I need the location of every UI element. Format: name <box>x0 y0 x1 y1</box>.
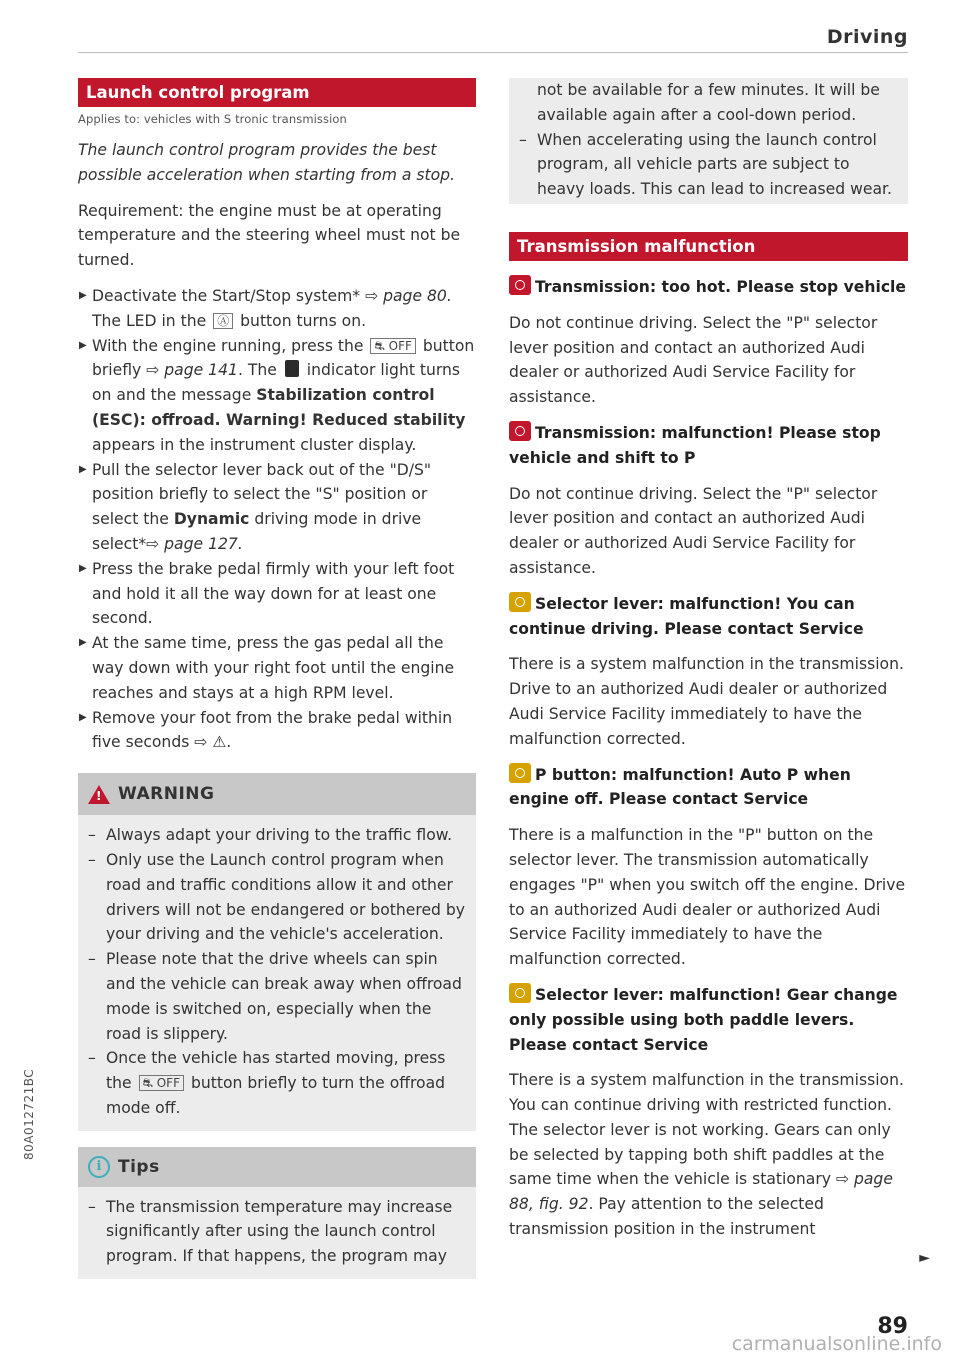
warning-label: WARNING <box>118 784 215 805</box>
instruction-step: ▶ At the same time, press the gas pedal all the way down with your right foot until the engine reaches and stays at a high RPM level. <box>78 631 476 705</box>
page-ref[interactable]: ⇨ page 127. <box>146 534 243 553</box>
tips-box <box>78 1147 476 1279</box>
page-ref[interactable]: ⇨ page 141 <box>146 361 238 380</box>
instruction-list <box>78 284 476 755</box>
watermark: carmanualsonline.info <box>731 1333 942 1355</box>
message-title: Selector lever: malfunction! You can continue driving. Please contact Service <box>509 592 908 642</box>
warning-item: – Always adapt your driving to the traffic flow. <box>88 826 453 845</box>
tips-continued <box>509 78 908 204</box>
message-text: There is a system malfunction in the transmission. Drive to an authorized Audi dealer or authorized Audi Service Facility immediately to have the malfunction corrected. <box>509 655 904 748</box>
intro-text: The launch control program provides the best possible acceleration when starting from a stop. <box>78 141 456 184</box>
page-ref[interactable]: ⇨ page 88, fig. 92 <box>509 1170 893 1214</box>
section-title-launch-control: Launch control program <box>78 78 476 107</box>
tips-item: – The transmission temperature may increase significantly after using the launch control program. If that happens, the program may <box>88 1197 453 1266</box>
warning-triangle-icon <box>88 785 110 804</box>
left-column <box>78 78 476 1279</box>
message-title: Selector lever: malfunction! Gear change only possible using both paddle levers. Please contact Service <box>509 983 908 1057</box>
esc-off-key-icon: ⛐ OFF <box>139 1075 184 1091</box>
message-text: There is a system malfunction in the transmission. You can continue driving with restricted function. The selector lever is not working. Gears can only be selected by tapping both shift paddles at the same time when the vehicle is stationary ⇨ page 88, fig. 92. Pay attention to the selected transmission position in the instrument <box>509 1071 904 1239</box>
message-text: There is a malfunction in the "P" button on the selector lever. The transmission automatically engages "P" when you switch off the engine. Drive to an authorized Audi dealer or authorized Audi Service Facility immediately to have the malfunction corrected. <box>509 826 906 969</box>
message-text: Do not continue driving. Select the "P" selector lever position and contact an authorized Audi dealer or authorized Audi Service Facility for assistance. <box>509 313 878 407</box>
warning-item: – Once the vehicle has started moving, press the ⛐ OFF button briefly to turn the offroad mode off. <box>88 1049 446 1117</box>
warning-ref[interactable]: ⇨ ⚠. <box>194 733 232 752</box>
bullet-arrow-icon: ▶ <box>79 562 87 574</box>
bullet-arrow-icon: ▶ <box>79 637 87 649</box>
message-title: P button: malfunction! Auto P when engine off. Please contact Service <box>509 763 908 813</box>
running-header: Driving <box>826 26 908 48</box>
section-title-transmission-malfunction: Transmission malfunction <box>509 232 908 261</box>
instruction-step: ▶ Remove your foot from the brake pedal within five seconds ⇨ ⚠. <box>78 706 476 756</box>
transmission-red-icon <box>509 421 531 441</box>
transmission-yellow-icon <box>509 592 531 612</box>
warning-box <box>78 773 476 1131</box>
tips-label: Tips <box>118 1156 160 1177</box>
message-text: Do not continue driving. Select the "P" selector lever position and contact an authorized Audi dealer or authorized Audi Service Facility for assistance. <box>509 484 878 577</box>
tips-item: – When accelerating using the launch control program, all vehicle parts are subject to heavy loads. This can lead to increased wear. <box>519 130 892 199</box>
requirement-text: Requirement: the engine must be at operating temperature and the steering wheel must not be turned. <box>78 201 461 270</box>
continued-arrow-icon: ► <box>919 1250 930 1266</box>
warning-item: – Please note that the drive wheels can spin and the vehicle can break away when offroad mode is switched on, especially when the road is slippery. <box>88 950 462 1043</box>
esc-off-key-icon: ⛐ OFF <box>370 338 415 354</box>
instruction-step: ▶ Press the brake pedal firmly with your left foot and hold it all the way down for at least one second. <box>78 557 476 631</box>
tips-item: not be available for a few minutes. It will be available again after a cool-down period. <box>537 81 880 124</box>
tips-body <box>78 1187 476 1279</box>
start-stop-key-icon: Ⓐ <box>213 313 233 329</box>
message-title: Transmission: too hot. Please stop vehicle <box>509 275 908 300</box>
transmission-red-icon <box>509 275 531 295</box>
warning-header <box>78 773 476 815</box>
page-ref[interactable]: ⇨ page 80. <box>365 286 452 305</box>
tips-header <box>78 1147 476 1187</box>
bullet-arrow-icon: ▶ <box>79 711 87 723</box>
bullet-arrow-icon: ▶ <box>79 289 87 301</box>
applies-to: Applies to: vehicles with S tronic transmission <box>78 112 347 126</box>
warning-body <box>78 815 476 1131</box>
info-icon: i <box>88 1156 110 1178</box>
instruction-step: ▶ Deactivate the Start/Stop system* ⇨ page 80. The LED in the Ⓐ button turns on. <box>78 284 476 334</box>
header-rule <box>78 52 908 53</box>
warning-item: – Only use the Launch control program when road and traffic conditions allow it and other drivers will not be endangered or bothered by your driving and the vehicle's acceleration. <box>88 850 466 944</box>
document-code: 80A012721BC <box>22 1068 36 1160</box>
bullet-arrow-icon: ▶ <box>79 339 87 351</box>
esc-indicator-icon <box>285 360 299 377</box>
instruction-step: ▶ Pull the selector lever back out of the "D/S" position briefly to select the "S" position or select the Dynamic driving mode in drive select*⇨ page 127. <box>78 458 476 557</box>
bullet-arrow-icon: ▶ <box>79 463 87 475</box>
transmission-yellow-icon <box>509 763 531 783</box>
transmission-yellow-icon <box>509 983 531 1003</box>
instruction-step: ▶ With the engine running, press the ⛐ OFF button briefly ⇨ page 141. The indicator light turns on and the message Stabilization control (ESC): offroad. Warning! Reduced stability appears in the instrument cluster display. <box>78 334 476 458</box>
message-title: Transmission: malfunction! Please stop vehicle and shift to P <box>509 421 908 471</box>
right-column <box>509 78 908 1242</box>
page-number: 89 <box>877 1314 908 1339</box>
